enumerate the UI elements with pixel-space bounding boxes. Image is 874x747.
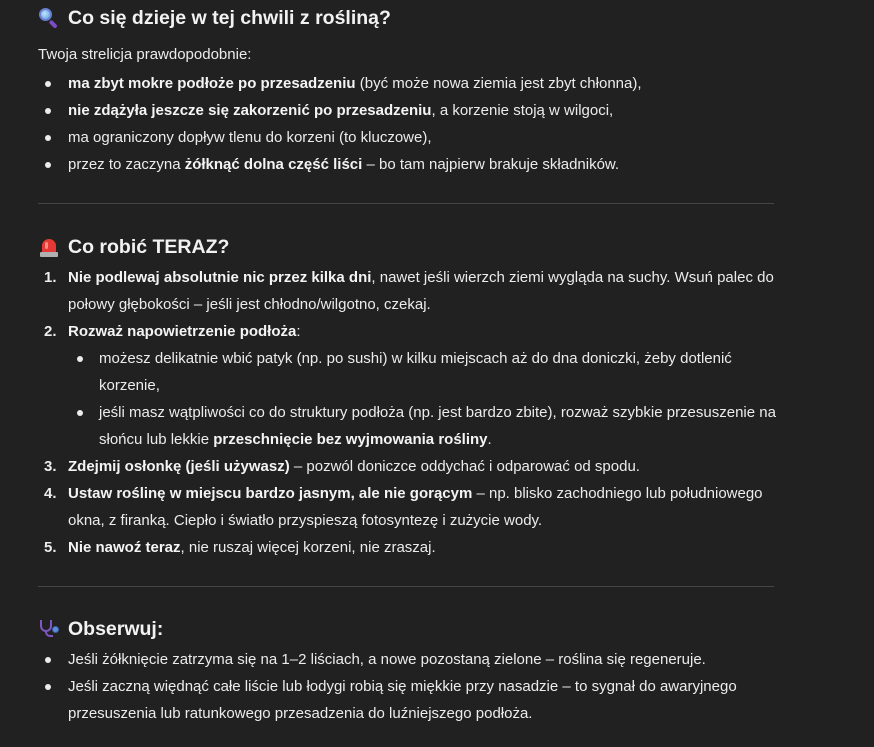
bold-text: Zdejmij osłonkę (jeśli używasz) bbox=[68, 458, 290, 475]
list-item bbox=[38, 97, 778, 124]
bold-text: Ustaw roślinę w miejscu bardzo jasnym, ale nie gorącym bbox=[68, 485, 473, 502]
list-item bbox=[38, 124, 778, 151]
text: Jeśli żółknięcie zatrzyma się na 1–2 liściach, a nowe pozostaną zielone – roślina się regeneruje. bbox=[68, 651, 706, 668]
list-item bbox=[38, 534, 778, 561]
action-steps-list bbox=[38, 264, 778, 561]
step-number: 5. bbox=[44, 539, 57, 556]
list-item bbox=[38, 70, 778, 97]
list-item bbox=[38, 264, 778, 318]
text: – np. blisko zachodniego lub południowego okna, z firanką. Ciepło i światło przyspieszą fotosyntezę i zużycie wody. bbox=[68, 485, 763, 529]
section-title: Co się dzieje w tej chwili z rośliną? bbox=[68, 6, 391, 29]
step-number: 2. bbox=[44, 323, 57, 340]
section-title: Co robić TERAZ? bbox=[68, 235, 230, 258]
bold-text: ma zbyt mokre podłoże po przesadzeniu bbox=[68, 75, 356, 92]
step-number: 4. bbox=[44, 485, 57, 502]
bold-text: Nie nawoź teraz bbox=[68, 539, 181, 556]
symptom-list bbox=[38, 70, 778, 178]
list-item bbox=[69, 345, 778, 399]
sub-list bbox=[38, 345, 778, 453]
text: – bo tam najpierw brakuje składników. bbox=[362, 156, 620, 173]
rotating-light-icon bbox=[38, 236, 60, 258]
section-heading-current-state bbox=[38, 3, 778, 33]
text: . bbox=[487, 431, 492, 448]
section-title: Obserwuj: bbox=[68, 617, 164, 640]
text: przez to zaczyna bbox=[68, 156, 185, 173]
list-item bbox=[38, 673, 778, 727]
list-item bbox=[38, 480, 778, 534]
list-item bbox=[38, 453, 778, 480]
magnifying-glass-icon bbox=[38, 7, 60, 29]
step-number: 1. bbox=[44, 269, 57, 286]
text: (być może nowa ziemia jest zbyt chłonna), bbox=[355, 75, 642, 92]
text: , nie ruszaj więcej korzeni, nie zraszaj. bbox=[180, 539, 436, 556]
list-item bbox=[38, 646, 778, 673]
bold-text: Rozważ napowietrzenie podłoża bbox=[68, 323, 297, 340]
section-heading-observe bbox=[38, 614, 778, 644]
section-heading-what-to-do bbox=[38, 232, 778, 262]
text: , a korzenie stoją w wilgoci, bbox=[431, 102, 614, 119]
text: możesz delikatnie wbić patyk (np. po sushi) w kilku miejscach aż do dna doniczki, żeby dotlenić korzenie, bbox=[99, 350, 732, 394]
bold-text: Nie podlewaj absolutnie nic przez kilka dni bbox=[68, 269, 372, 286]
bold-text: przeschnięcie bez wyjmowania rośliny bbox=[213, 431, 488, 448]
observation-list bbox=[38, 646, 778, 727]
bold-text: nie zdążyła jeszcze się zakorzenić po przesadzeniu bbox=[68, 102, 432, 119]
list-item bbox=[38, 151, 778, 178]
text: Jeśli zaczną więdnąć całe liście lub łodygi robią się miękkie przy nasadzie – to sygnał do awaryjnego przesuszenia lub ratunkowego przesadzenia do luźniejszego podłoża. bbox=[68, 678, 737, 722]
stethoscope-icon bbox=[38, 618, 60, 640]
text: : bbox=[296, 323, 301, 340]
text: , nawet jeśli wierzch ziemi wygląda na suchy. Wsuń palec do połowy głębokości – jeśli jest chłodno/wilgotno, czekaj. bbox=[68, 269, 774, 313]
step-number: 3. bbox=[44, 458, 57, 475]
list-item bbox=[38, 318, 778, 453]
text: – pozwól doniczce oddychać i odparować od spodu. bbox=[289, 458, 640, 475]
bold-text: żółknąć dolna część liści bbox=[184, 156, 363, 173]
section-intro: Twoja strelicja prawdopodobnie: bbox=[38, 46, 252, 63]
text: ma ograniczony dopływ tlenu do korzeni (to kluczowe), bbox=[68, 129, 432, 146]
text: jeśli masz wątpliwości co do struktury podłoża (np. jest bardzo zbite), rozważ szybkie przesuszenie na słońcu lub lekkie bbox=[99, 404, 776, 448]
list-item bbox=[69, 399, 778, 453]
